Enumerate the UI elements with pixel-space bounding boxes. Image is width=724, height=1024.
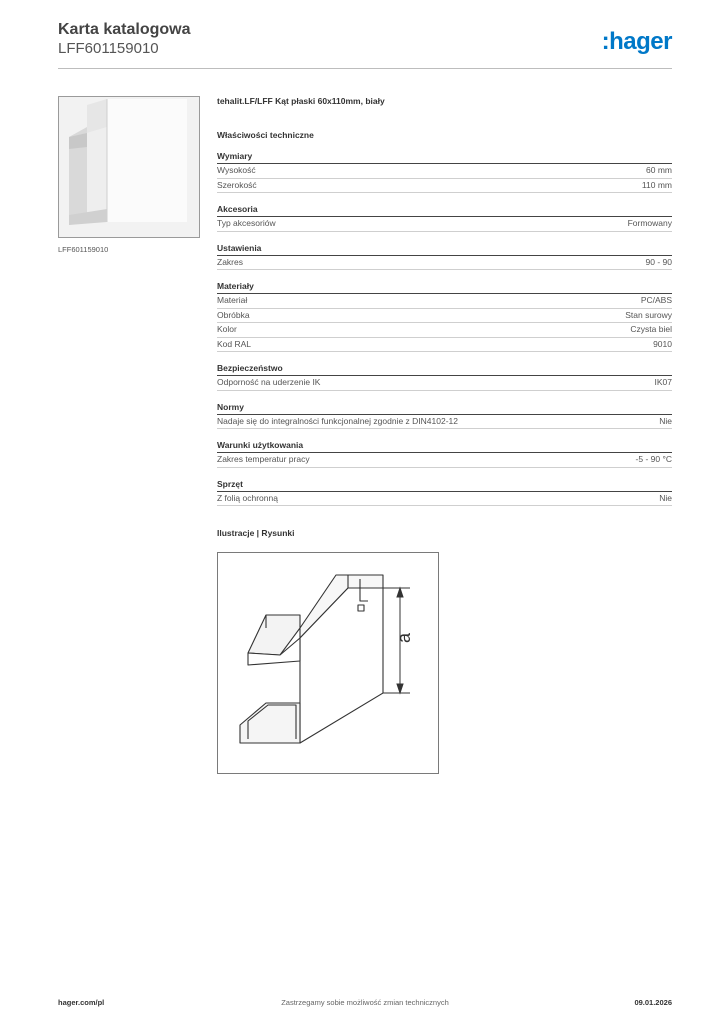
property-row <box>217 323 672 338</box>
property-row <box>217 217 672 232</box>
property-label: Szerokość <box>217 179 257 190</box>
property-value: Formowany <box>627 218 672 228</box>
property-value: Nie <box>659 415 672 426</box>
thumbnail-caption: LFF601159010 <box>58 245 109 254</box>
property-value: Nie <box>659 492 672 503</box>
property-group <box>217 151 672 193</box>
property-label: Kolor <box>217 324 237 334</box>
property-value: Stan surowy <box>625 309 672 320</box>
property-label: Kod RAL <box>217 338 252 349</box>
property-value: 110 mm <box>641 179 672 190</box>
header-divider <box>58 68 672 69</box>
group-heading: Materiały <box>217 281 672 294</box>
property-label: Materiał <box>217 295 248 305</box>
property-group <box>217 281 672 352</box>
product-title: tehalit.LF/LFF Kąt płaski 60x110mm, biały <box>217 96 385 106</box>
property-label: Z folią ochronną <box>217 492 278 503</box>
page-header <box>58 20 672 58</box>
footer-date: 09.01.2026 <box>634 998 672 1007</box>
property-label: Nadaje się do integralności funkcjonalnej zgodnie z DIN4102-12 <box>217 415 458 426</box>
property-group <box>217 479 672 507</box>
property-group <box>217 363 672 391</box>
group-heading: Bezpieczeństwo <box>217 363 672 376</box>
property-row <box>217 179 672 194</box>
illustrations-heading: Ilustracje | Rysunki <box>217 528 295 538</box>
property-label: Zakres <box>217 256 243 267</box>
property-label: Odporność na uderzenie IK <box>217 377 321 387</box>
property-label: Obróbka <box>217 309 250 320</box>
document-title: Karta katalogowa <box>58 21 191 38</box>
property-value: Czysta biel <box>630 324 672 334</box>
group-heading: Warunki użytkowania <box>217 440 672 453</box>
property-groups <box>217 151 672 506</box>
property-row <box>217 294 672 309</box>
corner-drawing-svg <box>218 553 438 773</box>
property-group <box>217 440 672 468</box>
property-row <box>217 415 672 430</box>
group-heading: Wymiary <box>217 151 672 164</box>
property-value: 9010 <box>653 338 672 349</box>
group-heading: Akcesoria <box>217 204 672 217</box>
group-heading: Ustawienia <box>217 243 672 256</box>
product-photo <box>59 97 199 237</box>
property-value: 60 mm <box>646 165 672 175</box>
product-thumbnail <box>58 96 200 238</box>
property-row <box>217 492 672 507</box>
hager-logo: :hager <box>601 28 672 55</box>
product-details <box>217 96 672 538</box>
property-row <box>217 453 672 468</box>
property-row <box>217 256 672 271</box>
property-group <box>217 204 672 232</box>
property-value: 90 - 90 <box>645 256 672 267</box>
property-label: Wysokość <box>217 165 256 175</box>
property-row <box>217 164 672 179</box>
property-row <box>217 376 672 391</box>
property-row <box>217 338 672 353</box>
property-row <box>217 309 672 324</box>
technical-properties-heading: Właściwości techniczne <box>217 130 314 140</box>
footer-disclaimer: Zastrzegamy sobie możliwość zmian technicznych <box>281 998 449 1007</box>
property-label: Typ akcesoriów <box>217 218 276 228</box>
property-value: -5 - 90 °C <box>635 454 672 464</box>
property-group <box>217 243 672 271</box>
technical-drawing <box>217 552 439 774</box>
dimension-label: a <box>394 632 414 643</box>
group-heading: Sprzęt <box>217 479 672 492</box>
product-code: LFF601159010 <box>58 40 159 57</box>
property-value: PC/ABS <box>640 295 672 305</box>
footer-website-link[interactable]: hager.com/pl <box>58 998 105 1007</box>
property-group <box>217 402 672 430</box>
property-value: IK07 <box>654 377 672 387</box>
property-label: Zakres temperatur pracy <box>217 454 310 464</box>
group-heading: Normy <box>217 402 672 415</box>
